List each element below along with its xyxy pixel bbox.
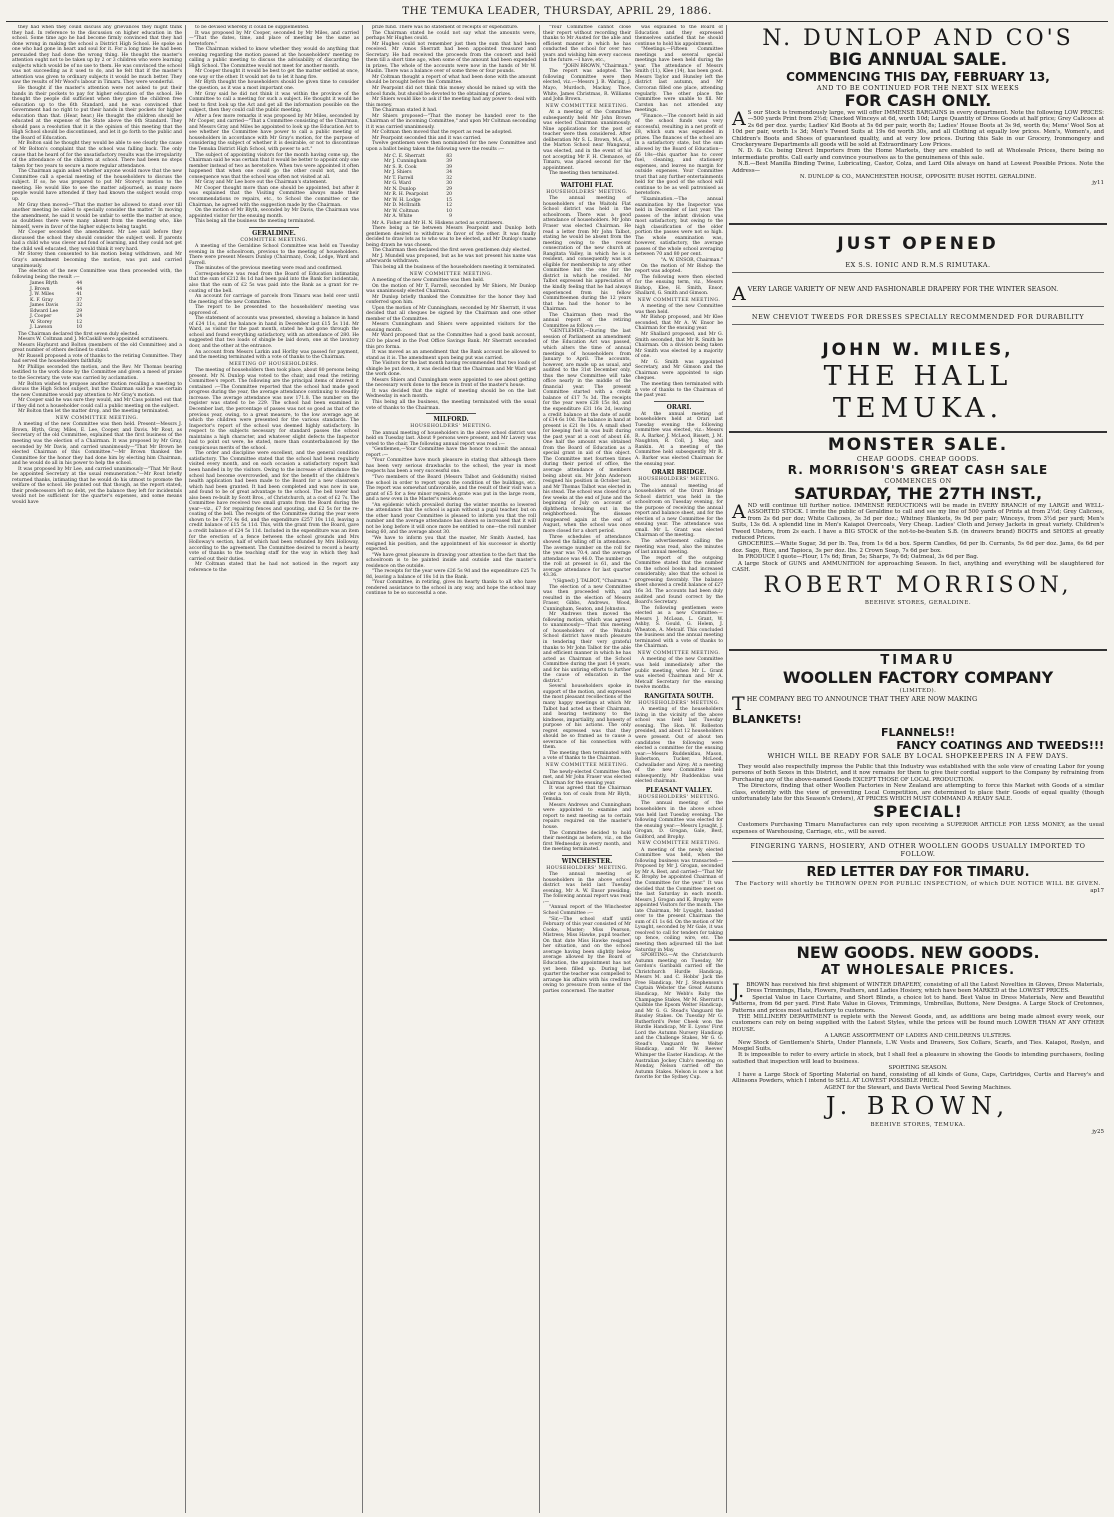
paragraph: This being all the business of the householders meeting it terminated. xyxy=(372,264,536,270)
election-results-table xyxy=(26,281,86,331)
vote-count: 30 xyxy=(446,181,453,187)
paragraph: It was decided that the night of meeting should be on the last Wednesday in each month. xyxy=(366,388,536,400)
ad-miles xyxy=(729,225,1107,433)
vote-count: 29 xyxy=(76,308,83,314)
paragraph: Mr Ward proposed that as the Committee had a good bank account, £20 be placed in the Post Office Savings Bank. Mr Sherratt seconded this pro forma. xyxy=(366,333,536,350)
vote-count: 39 xyxy=(446,159,453,165)
paragraph: The newly-elected Committee then met, and Mr John Fraser was elected Chairman for the ensuing year. xyxy=(543,769,631,786)
paragraph: Mr Gray said he did not think it was within the province of the Committee to call a meeting for such a subject. He thought it would be best to first look up the Act and get all the information possible on the subject, then they could call the public meeting. xyxy=(189,91,359,114)
ad-product: FLANNELS!! xyxy=(881,726,955,739)
ad-headline: R. MORRISON'S GREAT CASH SALE xyxy=(787,463,1049,477)
vote-count: 9 xyxy=(449,214,453,220)
ad-paragraph: Customers Purchasing Timaru Manufactures can rely upon receiving a SUPERIOR ARTICLE FOR LESS MONEY, as the usual expenses of Warehousing, Carriage, etc., will be saved. xyxy=(732,822,1104,835)
column-divider xyxy=(185,25,186,1513)
paragraph: Messrs Hayhurst and Bolton (members of the old Committee) and a great number of others declined to stand. xyxy=(12,342,182,354)
header-rule xyxy=(6,21,1108,22)
vote-count: 12 xyxy=(76,319,83,325)
paragraph: The Committee decided to hold their meetings as before, viz., on the first Wednesday in every month, and the meeting terminated. xyxy=(543,830,631,853)
ad-dunlop xyxy=(729,25,1107,225)
paragraph: Mr Bishop proposed, and Mr Klee seconded, that Mr A. W. Ensor be Chairman for the ensuing year. xyxy=(635,315,723,332)
ad-title: WOOLLEN FACTORY COMPANY xyxy=(782,668,1054,687)
ad-title: MONSTER SALE. xyxy=(827,435,1009,455)
paragraph: "Your Committee cannot close their report without recording their thanks to Mr Austed for the able and efficient manner in which he has conducted the school for over two years and wishing him every success in the future.—I have, etc., xyxy=(543,25,631,64)
divider xyxy=(654,401,704,402)
drop-cap: A xyxy=(732,108,746,130)
paragraph: There being a tie between Messrs Pearpoint and Dunlop both gentlemen desired to withdraw in favor of the other. It was finally decided to draw lots as to who was to be elected, and Mr Dunlop's name being drawn he was chosen. xyxy=(366,226,536,248)
ad-place: THE HALL TEMUKA. xyxy=(823,361,1013,424)
paragraph: The advertisement calling the meeting was read, also the minutes of last annual meeting. xyxy=(635,539,723,556)
paragraph: "Finance.—The concert held in aid of the school funds was very successful, resulting in a net profit of £8, which sum was expended in prizes. The finances of the school are in a satisfactory state, but the sum allowed by the Board of Education—£6 18s—this quarter has to cover fuel, cleaning, and stationery expenses, and leaves no margin for outside expenses. Your Committee trust that any further entertainments held for the good of the school will continue to be as well patronised as heretofore. xyxy=(635,113,723,197)
ad-subheadline: AND TO BE CONTINUED FOR THE NEXT SIX WEEKS xyxy=(816,84,1020,92)
ad-paragraph: N. D. & Co. being Direct Importers from the Home Markets, they are enabled to sell at Wholesale Prices, there being no intermediate profits. Call early and convince yourselves as to the genuineness of this sale. xyxy=(732,148,1104,161)
ad-paragraph: I have a Large Stock of Sporting Material on hand, consisting of all kinds of Guns, Caps, Cartridges, Curtis and Harvey's and Allinsons Powders, which I intend to SELL AT LOWEST POSSIBLE PRICE. xyxy=(732,1071,1104,1085)
ad-body xyxy=(732,764,1104,802)
ad-name: J. BROWN, xyxy=(825,1091,1011,1120)
table-row xyxy=(380,214,456,220)
paragraph: A meeting of the Geraldine School Committee was held on Tuesday evening in the schoolroom, previous to the meeting of householders. There were present Messrs Dunlop (Chairman), Cook, Lodge, Ward and Farrell. xyxy=(189,244,359,266)
ad-title: JUST OPENED xyxy=(837,234,999,254)
paragraph: The annual meeting of householders in the above school district was held on Tuesday last. About 9 persons were present, and Mr Lavery was voted to the chair. The following annual report was read :— xyxy=(366,430,536,447)
section-subheading: HOUSEHOLDERS' MEETING. xyxy=(410,424,492,430)
paragraph: "GENTLEMEN,—During the last session of Parliament an amendment of the Education Act was passed, which alters the time of annual meetings of householders from January to April. The accounts, however, are made up as usual, and audited to the 31st December only, thus the new Committee will take office nearly in the middle of the financial year. The present Committee started with a credit balance of £17 7s 3d. The receipts for the year were £28 15s 8d, and the expenditure £31 16s 2d, leaving a credit balance at the date of audit of £14 6s 10d. The balance in hand at present is £21 8s 10s. A small shed for keeping fuel in was built during the past year at a cost of about £6. One half the amount was obtained from the Board of Education as a special grant in aid of this object. The Committee met fourteen times during their period of office, the average attendance of members being about six. Mr John Anderson resigned his position in October last, and Mr Thomas Talbot was elected in his stead. The school was closed for a few weeks at the end of June and the beginning of July on account of diphtheria breaking out in the neighborhood. The disease reappeared again at the end of August, when the school was once more closed for a short period. xyxy=(543,329,631,535)
paragraph: Mr Hughes could not remember just then the sum that had been received. Mr Amos Sherratt had been appointed treasurer and Secretary. He had received the proceeds from the concert and held them till a short time ago, when some of the amount had been expended in prizes. The whole of the accounts were now in the hands of Mr W. Maslin. There was a balance over of some three or four pounds. xyxy=(366,41,536,75)
candidate-name: Mr N. Dunlop xyxy=(384,186,416,192)
column-4 xyxy=(543,25,723,1513)
candidate-name: Edward Lee xyxy=(30,308,59,314)
paragraph: "We have to inform you that the master, Mr Smith Austed, has resigned his position, and the appointment of his successor is shortly expected. xyxy=(366,536,536,553)
section-heading: WINCHESTER. xyxy=(561,857,613,865)
paragraph: Mr J. Mundell was proposed, but as he was not present his name was afterwards withdrawn. xyxy=(366,253,536,265)
ad-subheadline: AT WHOLESALE PRICES. xyxy=(820,963,1016,978)
paragraph: Mr A. Fisher and Mr H. N. Hiskens acted as scrutineers. xyxy=(372,220,504,226)
ad-paragraph: GROCERIES.—White Sugar, 3d per lb. Tea, from 1s 6d a box. Sperm Candles, 6d per lb. Currants, 5s 6d per doz. Jams, 6s 6d per doz. Sago, Rice, and Tapioca, 3s per doz. lbs. 2 Crown Soap, 7s 6d per box. xyxy=(732,541,1104,554)
paragraph: Mr Pearpoint seconded this and it was carried. xyxy=(372,135,482,141)
ad-product: BLANKETS! xyxy=(732,713,802,726)
ad-name: ROBERT MORRISON, xyxy=(763,573,1073,599)
ad-headline: BIG ANNUAL SALE. xyxy=(828,50,1008,70)
paragraph: The following gentlemen were elected as a new Committee:—Messrs J. McLean, L. Grant, W. Ashby, S. Gould, G. Helem, J. Wheaton, A. Metcalf. This concluded the business and the annual meeting terminated with a vote of thanks to the Chairman. xyxy=(635,605,723,650)
paragraph: Mr Blyth thought the householders should be given time to consider the question, as it was a most important one. xyxy=(189,80,359,92)
paragraph: On the motion of Mr T. Farrell, seconded by Mr Shiers, Mr Dunlop was unanimously elected Chairman. xyxy=(366,283,536,295)
paragraph: A meeting of the new Committee was then held. Present—Messrs J. Brown, Blyth, Gray, Miles, E. Lee, Cooper, and Davis. Mr Rout, as Secretary of the old Committee, explained that the first business of the meeting was the election of a Chairman. It was proposed by Mr Gray, seconded by Mr Davis, and carried unanimously—"That Mr Brown be elected Chairman of this Committee."—Mr Brown thanked the Committee for the honor they had done him by electing him Chairman, and he would do all in his power to help the school. xyxy=(12,422,182,467)
paragraph: "Your Committee have much pleasure in stating that although there has been very serious drawbacks to the school, the year in most respects has been a very successful one. xyxy=(366,458,536,475)
candidate-name: Mr W. Coltman xyxy=(384,208,419,214)
ad-subheadline: EX S.S. IONIC AND R.M.S RIMUTAKA. xyxy=(845,261,991,269)
vote-count: 32 xyxy=(76,303,83,309)
paragraph: Mr Cooper thought it would be best to get the matter settled at once, one way or the other. It would not do to let it hang fire. xyxy=(189,69,359,80)
divider xyxy=(249,227,299,228)
paragraph: The Chairman again asked whether anyone would move that the new Committee call a special meeting of the householders to discuss the subject. If so, he was prepared to put Mr Storey's motion to the meeting. He would like to see the matter adjourned, as many more people would have attended if they had known the subject would crop up. xyxy=(12,169,182,202)
ad-paragraph: Special Value in Lace Curtains, and Short Blinds, a choice lot to hand. Best Value in Dress Materials, New and Beautiful Patterns, from 6d per yard. First Rate Value in Gloves, Trimmings, Umbrellas, Buttons, New Designs. A Large Stock of Cretonnes, Patterns and prices most satisfactory to customers. xyxy=(732,994,1104,1014)
paragraph: "The receipts for the year were £26 5s 9d and the expenditure £25 7s 8d, leaving a balance of 18s 1d in the Bank. xyxy=(366,569,536,580)
ad-body xyxy=(732,503,1104,573)
ad-paragraph: N.B.—Best Manilla Binding Twine, Lubricating, Castor, Colza, and Lard Oils always on hand at Lowest Possible Prices. Note the Address— xyxy=(732,161,1104,174)
paragraph: The annual meeting of householders of the Waitohi Flat School district was held in the schoolroom. There was a good attendance of householders. Mr John Fraser was elected Chairman. He read a letter from Mr John Talbot, stating he would be absent from the meeting owing to the recent consecration of the new church at Rangitata Valley, in which he is a resident, and consequently was not eligible for membership to any other Committee but the one for the district in which he resided. Mr Talbot expressed his appreciation of the kindly feeling that he had always experienced from his fellow Committeemen during the 12 years that he had the honor to be Chairman. xyxy=(543,196,631,313)
paragraph: Mr Shiers would like to ask if the meeting had any power to deal with this money. xyxy=(366,97,536,108)
ad-brown xyxy=(729,941,1107,1509)
ad-body xyxy=(732,693,1104,715)
table-row xyxy=(26,281,86,287)
column-3 xyxy=(366,25,536,1513)
paragraph: The meeting of householders then took place, about 80 persons being present. Mr N. Dunlop was voted to the chair, and read the retiring Committee's report. The following are the principal items of interest it contained :—The Committee reported that the school had made good progress during the year, the average attendance continuing to steadily increase. The average attendance was now 171.8. The number on the register was stated to be 229. The school had been examined in December last, the percentage of passes was not so good as that of the previous year, owing, to a great measure, to the low average age at which the children were presented for the various standards. The Inspector's report of the school was deemed highly satisfactory. In respect to the subjects necessary for standard passes the school maintains a high character, and whatever slight defects the Inspector had to point out were, he stated, more than counterbalanced by the conspicuous merits of the school. xyxy=(189,368,359,451)
paragraph: Correspondence was read from the Board of Education intimating that the sum of £212 8s 1d had been paid into the Bank for incidentals, also that the sum of £2 5s was paid into the Bank as a grant for re-coating of the bell. xyxy=(189,271,359,294)
ad-paragraph: The Directors, finding that other Woollen Factories in New Zealand are attempting to force this Market with Goods of a similar class, evidently with the view of preventing Local Competition, are determined to place their Goods of equal quality (though unfortunately late for this Season's Orders), AT PRICES WHICH MUST COMMAND A READY SALE. xyxy=(732,783,1104,803)
paragraph: Upon the motion of Mr Cunningham, seconded by Mr Sherratt, it was decided that all cheques be signed by the Chairman and one other member of the Committee. xyxy=(366,305,536,322)
paragraph: It was moved as an amendment that the Bank account be allowed to stand as it is. The amendment upon being put was carried. xyxy=(366,350,536,361)
paragraph: Mr Coltman thought a report of what had been done with the amount should be brought before the Committee. xyxy=(366,74,536,86)
vote-count: 10 xyxy=(446,208,453,214)
section-subheading: NEW COMMITTEE MEETING. xyxy=(637,650,721,656)
section-subheading: HOUSEHOLDERS' MEETING. xyxy=(546,189,628,195)
table-row xyxy=(26,325,86,331)
ad-paragraph: HE COMPANY BEG TO ANNOUNCE THAT THEY ARE NOW MAKING xyxy=(746,695,978,703)
ad-subheadline: CHEAP GOODS. CHEAP GOODS. xyxy=(856,455,980,463)
section-heading: MILFORD. xyxy=(433,416,469,424)
paragraph: A meeting of the new Committee was held immediately after the public meeting, when Mr L. Grant was elected Chairman and Mr A. Metcalf Secretary for the ensuing twelve months. xyxy=(635,657,723,691)
section-subheading: NEW COMMITTEE MEETING. xyxy=(409,271,493,277)
paragraph: The Visitors for the last month having recommended that two loads of shingle be put down, it was decided that the Chairman and Mr Ward get the work done. xyxy=(366,361,536,378)
vote-count: 44 xyxy=(76,286,83,292)
drop-cap: T xyxy=(732,693,745,715)
section-subheading: MEETING OF HOUSEHOLDERS. xyxy=(229,361,319,367)
ad-paragraph: They would also respectfully impress the Public that this Industry was established with the sole view of creating Labor for young persons of both Sexes in this District, and it now remains for them to give their cordial support to the Company by refraining from Purchasing any of the above-named Goods EXCEPT THOSE OF LOCAL PRODUCTION. xyxy=(732,764,1104,783)
paragraph: Mr Coltman then moved that the report as read be adopted. xyxy=(372,130,513,136)
vote-count: 10 xyxy=(76,325,83,331)
divider xyxy=(562,179,612,180)
section-subheading: HOUSEHOLDERS' MEETING. xyxy=(638,794,720,800)
paragraph: Several householders spoke in support of the motion, and expressed the most pleasant recollections of the many happy meetings at which Mr Talbot had acted as their Chairman, and bearing testimony to the kindness, impartiality, and honesty of purpose of his actions. The only regret expressed was that they should be so framed as to cause a severance of his connection with them. xyxy=(543,684,631,751)
ad-body xyxy=(732,822,1104,835)
paragraph: The report was adopted. The following Committee were then elected, viz.:—Messrs J. B. Waring, J. Mayo, Murdoch, Mackay, Thoe, White, James Christmas, R. Williams and John Brown. xyxy=(543,69,631,103)
candidate-name: J. W. Miles xyxy=(30,292,54,298)
ad-woollen-factory xyxy=(729,651,1107,941)
section-heading: ORARI BRIDGE. xyxy=(651,469,707,477)
section-subheading: NEW COMMITTEE MEETING. xyxy=(545,763,629,768)
paragraph: Mr Shiers proposed—"That the money be handed over to the Chairman of the incoming Committee," and upon Mr Coltman seconding it it was carried unanimously. xyxy=(366,113,536,130)
ad-paragraph: WHICH WILL BE READY FOR SALE BY LOCAL SHOPKEEPERS IN A FEW DAYS. xyxy=(767,752,1069,760)
paragraph: A meeting of the new Committee was then held. xyxy=(635,304,723,315)
ad-subheading: SPORTING SEASON. xyxy=(888,1065,948,1072)
signature: "(Signed) J. TALBOT, "Chairman." xyxy=(552,578,631,584)
ad-paragraph: S our Stock is tremendously large, we will offer IMMENSE BARGAINS in every department. Note the following LOW PRICES:—500 yards Print from 2½d; Checked Winceys at 6d, worth 10d; Large Quantity of Dress Goods at half price; Grey Calicoes at 2s 6d per doz. yards; Ladies' Kid Boots at 5s 6d per pair, worth 8s; Ladies' House Boots at 3s 9d, worth 6s; Mens' Wool Sox at 10d per pair, worth 1s 3d; Men's Tweed Suits at 19s 6d worth 30s, and all Clothing at equally low prices. Men's, Women's, and Children's Boots and Shoes of guaranteed quality, and at very low prices. During this Sale in our Grocery, Ironmongery and Crockeryware Departments all goods will be sold at Extraordinary Low Prices. xyxy=(732,110,1104,149)
masthead: THE TEMUKA LEADER, THURSDAY, APRIL 29, 1886. xyxy=(402,5,712,17)
paragraph: Mr Phillips seconded the motion, and the Rev. Mr Thomas bearing testified to the work done by the Committee and given a meed of praise to the Secretary, the vote was carried by acclamation. xyxy=(12,364,182,382)
ad-paragraph: The Factory will shortly be THROWN OPEN FOR PUBLIC INSPECTION, of which DUE NOTICE WILL BE GIVEN. xyxy=(735,881,1101,888)
paragraph: Messrs Cunningham and Shiers were appointed visitors for the ensuing month. xyxy=(366,322,536,333)
candidate-name: Mr J. Cunningham xyxy=(384,159,427,165)
paragraph: A meeting of the householders living in the vicinity of the above school was held last Tuesday evening. The Hon. W. Rolleston presided, and about 12 householders were present. Out of about ten candidates the following were elected a committee for the ensuing year:—Messrs Ruddenklau, Mason, Robertson, Tucker, McLeod, Cadwallader and Airey. At a meeting of the new Committee held subsequently, Mr Ruddenklau was elected chairman. xyxy=(635,707,723,785)
vote-count: 12 xyxy=(446,203,453,209)
ad-headline: SATURDAY, THE 27TH INST., xyxy=(793,484,1043,503)
ad-subheadline: COMMENCES ON xyxy=(884,477,952,485)
ad-address: BEEHIVE STORES, TEMUKA. xyxy=(870,1121,966,1128)
section-heading: WAITOHI FLAT. xyxy=(560,181,614,189)
paragraph: The meeting then terminated with a vote of thanks to the Chairman. xyxy=(543,750,631,762)
section-heading: RANGITATA SOUTH. xyxy=(644,692,714,700)
paragraph: The report of the outgoing Committee stated that the number on the school books had increased considerably; also that the school is progressing favorably. The balance sheet showed a credit balance of £27 16s 3d. The accounts had been duly audited and found correct by the Board's Secretary. xyxy=(635,555,723,606)
ad-headline: FOR CASH ONLY. xyxy=(844,91,992,110)
paragraph: The Chairman then declared the first seven gentlemen duly elected. xyxy=(372,248,532,254)
candidate-name: Mr D. McIlraith xyxy=(384,203,421,209)
divider xyxy=(732,324,1104,325)
paragraph: The election of a new Committee was then proceeded with, and resulted in the election of Messrs Fraser, Gibbs, Andrews, Wood, Cunningham, Seaton, and Johnston. xyxy=(543,584,631,612)
section-heading: ORARI. xyxy=(666,403,692,411)
candidate-name: James Davis xyxy=(30,303,59,309)
paragraph: prize fund. There was no statement of receipts or expenditure. xyxy=(372,25,519,30)
paragraph: The annual meeting of householders in the above school district was held last Tuesday evening, Mr A. W. Ensor presiding. The following annual report was read :— xyxy=(543,872,631,905)
paragraph: Mr Bolton wished to propose another motion recalling a meeting to discuss the High School subject, but the Chairman said he was certain the new Committee would pay attention to Mr Gray's motion. xyxy=(12,381,182,398)
paragraph: The meeting then terminated. xyxy=(549,171,619,177)
paragraph: The annual meeting of householders of the Orari Bridge School district was held in the schoolroom on Tuesday evening, for the purpose of receiving the annual report and balance sheet, and for the election of a new Committee for the ensuing year. The attendance was small. Mr L. Grant was elected Chairman of the meeting. xyxy=(635,483,723,539)
divider xyxy=(732,861,1104,862)
column-divider xyxy=(539,25,540,1513)
ad-code: jy25 xyxy=(1092,1128,1104,1135)
advertisements-column xyxy=(729,25,1107,1513)
vote-count: 37 xyxy=(76,297,83,303)
candidate-name: James Blyth xyxy=(30,281,58,287)
paragraph: The election of the new Committee was then proceeded with, the following being the result :— xyxy=(12,269,182,280)
paragraph: Messrs W. Coltman and J. McCaskill were appointed scrutineers. xyxy=(18,337,169,343)
paragraph: Mr Cooper thought more than one should be appointed, but after it was explained that the Visiting Committee always made their recommendations re repairs, etc., to School the committee or the Chairman, he agreed with the suggestion made by the Chairman. xyxy=(189,185,359,208)
candidate-name: Mr C. E. Sherratt xyxy=(384,153,425,159)
ad-title: N. DUNLOP AND CO'S xyxy=(762,26,1074,51)
vote-count: 32 xyxy=(446,175,453,181)
paragraph: An account from Messrs Larkin and Horlby was passed for payment, and the meeting terminated with a vote of thanks to the Chairman. xyxy=(189,349,359,361)
ad-headline: SPECIAL! xyxy=(873,802,963,822)
section-subheading: HOUSEHOLDERS' MEETING. xyxy=(638,477,720,483)
paragraph: The order and discipline were excellent, and the general condition satisfactory. The Committee stated that the school had been regularly visited every month, and on each occasion a satisfactory report had been handed in by the visitors. Owing to the increase of attendance the school had become overcrowded, and for the benefit of the children's health application had been made to the Board for a new classroom which had been granted. It had been completed and was now in use, and found to be of great advantage to the school. The bell tower had also been re-built by Scott Bros., of Christchurch, at a cost of £2 7s. The Committee have received two small grants from the Board during the year—viz., £7 for repairing fences and spouting, and £2 5s for the re-coating of the bell. The receipts of the Committee during the year were shown to be £773 4s 6d, and the expenditure £257 10s 11d, leaving a credit balance of £15 5s 11d. This, with the grant from the Board, gave a credit balance of £24 5s 11d. Included in the expenditure was an item for the erection of a fence between the school grounds and Mrs Holloway's section, half of which had been refunded by Mrs Holloway, according to the agreement. The Committee desired to record a hearty vote of thanks to the teaching staff for the way in which they had carried out their duties. xyxy=(189,451,359,562)
paragraph: they had when they could discuss any grievances they might think they had. In reference to the discussion on higher education in the school. Some time ago he had become firmly convinced that they had done wrong in making the school a District High School. He spoke as one who had gone in heart and soul for it. For a long time he had been persuaded they had done the wrong thing. He thought the master's attention ought not to be taken up by 2 or 3 children who were learning subjects which would be of no use to them. He was convinced the school was not succeeding as it used to do, and he felt that if the master's attention was given to ordinary subjects it would be much better. They saw the results of Mr Wood's labour in Timaru. They were wonderful. xyxy=(12,25,182,86)
paragraph: On the motion of Mr Blyth, seconded by Mr Davis, the Chairman was appointed visitor for the ensuing month. xyxy=(189,208,359,219)
vote-count: 15 xyxy=(446,197,453,203)
vote-count: 39 xyxy=(446,164,453,170)
drop-cap: A xyxy=(732,501,746,523)
paragraph: "We have great pleasure in drawing your attention to the fact that the schoolroom is to be painted inside and outside and the master's residence on the outside. xyxy=(366,552,536,569)
section-heading: PLEASANT VALLEY. xyxy=(645,786,713,794)
drop-cap: J. xyxy=(732,980,745,1002)
paragraph: "Annual report of the Winchester School Committee :— xyxy=(543,905,631,917)
ad-body xyxy=(732,110,1104,187)
section-subheading: NEW COMMITTEE MEETING. xyxy=(55,415,139,421)
paragraph: The Chairman declared the first seven duly elected. xyxy=(18,331,139,337)
paragraph: On the motion of Mr Bishop the report was adopted. xyxy=(635,263,723,275)
column-divider xyxy=(726,25,727,1513)
paragraph: Mr Cooper seconded the amendment. Mr Lee said before they discussed the school they should consider the subject well. If parents had a child who was clever and fond of learning, and they could not get the child well educated, they would think it very hard. xyxy=(12,230,182,252)
vote-count: 34 xyxy=(446,170,453,176)
paragraph: "Gentlemen,—Your Committee have the honor to submit the annual report :— xyxy=(366,447,536,458)
column-4b xyxy=(635,25,723,1081)
ad-paragraph: BROWN has received his first shipment of WINTER DRAPERY, consisting of all the Latest Novelties in Gloves, Dress Materials, Dress Trimmings, Hats, Flowers, Feathers, and Ladies Hosiery, which have been MARKED at the LOWEST PRICES. xyxy=(746,982,1104,995)
paragraph: Mr Cooper said he was sure they would, and Mr Cass pointed out that if they did not a householder could call a public meeting on the subject. xyxy=(12,398,182,409)
section-subheading: NEW COMMITTEE MEETING. xyxy=(637,841,721,847)
paragraph: Mr Storey then consented to his motion being withdrawn, and Mr Gray's amendment becoming the motion, was put and carried unanimously. xyxy=(12,252,182,269)
paragraph: "Examination.—The annual examination by the Inspector was held in December of last year. The passes of the infant division was most satisfactory, but owing to the high classification of the older portion the passes were not so high. The whole examination was, however, satisfactory, the average passes of the whole school averaging between 70 and 80 per cent. xyxy=(635,196,723,258)
ad-morrison xyxy=(729,433,1107,651)
ad-subheadline: COMMENCING THIS DAY, FEBRUARY 13, xyxy=(786,70,1050,84)
signature: "A. W. ENSOR, Chairman." xyxy=(660,257,723,263)
paragraph: Mr Bolton then let the matter drop, and the meeting terminated. xyxy=(18,409,170,415)
ad-paragraph: A large Stock of GUNS and AMMUNITION for approaching Season. In fact, anything and everything will be slaughtered for CASH. xyxy=(732,560,1104,574)
ad-address: N. DUNLOP & CO., MANCHESTER HOUSE, OPPOSITE BUSH HOTEL GERALDINE. xyxy=(799,174,1037,181)
paragraph: "Two members of the Board (Messrs Talbot and Goldsmith) visited the school in order to report upon the condition of the buildings, etc. The report was somewhat unfavorable, and the result of their visit was a grant of £5 for a few minor repairs. A grate was put in the large room, and a new oven in the Master's residence. xyxy=(366,475,536,503)
paragraph: Mr Gray then moved—"That the matter be allowed to stand over till another meeting be called to specially consider the matter." In moving the amendment, he said it would be unfair to settle the matter at once, as doubtless there were many absent from the meeting who, like himself, were in favor of the higher subjects being taught. xyxy=(12,202,182,230)
paragraph: The following were then elected for the ensuing term, viz., Messrs Bishop, Klee, H. Smith, Ensor, Shallard, G. Smith and Gimson. xyxy=(635,274,723,297)
ad-name: JOHN W. MILES, xyxy=(822,340,1014,360)
paragraph: Three schedules of attendance showed the falling off in attendance. The average number on the roll for the year was 70.4, and the average attendance was 46.0. The number on the roll at present is 61, and the average attendance for last quarter 43.36. xyxy=(543,534,631,579)
candidate-name: K. F. Gray xyxy=(30,297,53,303)
paragraph: At a meeting of the Committee subsequently held Mr John Brown was elected Chairman unanimously. Nine applications for the post of teacher were then considered. After deliberation Mr S. L. Brown, M.A., of the Marton School near Wanganui, was elected, and in the event of his not accepting Mr F. H. Clemance, of Timaru, was placed second for the appointment. xyxy=(543,110,631,171)
paragraph: It was proposed by Mr Lee, and carried unanimously—"That Mr Rout be appointed Secretary at the usual remuneration."—Mr Rout briefly returned thanks, intimating that he would do his utmost to promote the welfare of the school. He pointed out that though, as the report stated, their predecessors left no debt, yet the balance they left for incidentals would not be sufficient for the quarter's expenses, and some means would have xyxy=(12,466,182,506)
paragraph: The subject of appointing visitors for the month having come up, the Chairman said he was certain that it would be better to appoint only one member instead of two as heretofore. When two were appointed it often happened that when one could go the other could not, and the consequence was that the school was often not visited at all. xyxy=(189,152,359,180)
ad-address: BEEHIVE STORES, GERALDINE. xyxy=(864,600,972,607)
paragraph: It was proposed by Mr Cooper, seconded by Mr Miles, and carried—"That the dates, time, and place of meeting be the same as heretofore." xyxy=(189,30,359,47)
section-subheading: NEW COMMITTEE MEETING. xyxy=(545,103,629,109)
paragraph: Mr G. Smith was appointed Secretary, and Mr Gimson and the Chairman were appointed to sign cheques. xyxy=(635,359,723,382)
paragraph: The Chairman stated it had. xyxy=(372,108,438,114)
paragraph: The meeting then terminated with a vote of thanks to the Chairman of the past year. xyxy=(635,381,723,399)
ad-paragraph: NEW CHEVIOT TWEEDS FOR DRESSES SPECIALLY RECOMMENDED FOR DURABILITY xyxy=(751,313,1085,321)
candidate-name: J. Brown xyxy=(30,286,50,292)
paragraph: The report to be presented to the householders' meeting was approved of. xyxy=(189,305,359,316)
table-row xyxy=(26,303,86,309)
candidate-name: Mr T. Farrell xyxy=(384,175,414,181)
column-1 xyxy=(12,25,182,1513)
paragraph: This being all the business the meeting terminated. xyxy=(195,219,316,225)
vote-count: 83 xyxy=(446,153,453,159)
candidate-name: Mr G. Ward xyxy=(384,181,411,187)
vote-count: 24 xyxy=(76,314,83,320)
candidate-name: J. Lawson xyxy=(30,325,53,331)
section-subheading: HOUSEHOLDERS' MEETING. xyxy=(638,700,720,706)
ad-paragraph: A LARGE ASSORTMENT OF LADIES AND CHILDRENS ULSTERS. xyxy=(824,1033,1012,1040)
paragraph: "Meetings.—Fifteen Committee meetings and several special meetings have been held during the year. The attendance of Messrs Smith (11), Klee (14), has been good. Messrs Taylor and Hunsley left the district last autumn, and Mr Corcoran filled one place, attending regularly. The other place the Committee were unable to fill. Mr Carston has not attended any meetings. xyxy=(635,47,723,114)
paragraph: The statement of accounts was presented, showing a balance in hand of £24 11s, and the balance in hand in December last £15 5s 11d. Mr Ward, as visitor for the past month, stated he had gone through the school and found everything satisfactory, with an attendance of 280. He suggested that two loads of shingle be laid down, one at the lavatory door, and the other at the entrance. xyxy=(189,316,359,350)
paragraph: Mr Andrews then moved the following motion, which was agreed to unanimously—"That this meeting of householders of the Waitohi School district have much pleasure in tendering their very grateful thanks to Mr John Talbot for the able and efficient manner in which he has acted as Chairman of the School Committee during the past 14 years, and for his untiring efforts to further the cause of education in the district." xyxy=(543,612,631,684)
ad-paragraph: THE MILLINERY DEPARTMENT is replete with the Newest Goods, and, as additions are being made almost every week, our customers can rely on being supplied with the Latest Styles, while the prices will be found much LOWER THAN AT ANY OTHER HOUSE. xyxy=(732,1014,1104,1033)
ad-title: TIMARU xyxy=(880,653,956,668)
paragraph: It was agreed that the Chairman order a ton of coals from Mr Blyth, Temuka. xyxy=(543,786,631,803)
ad-title: NEW GOODS. NEW GOODS. xyxy=(796,943,1040,962)
paragraph: Mr Coltman stated that he had not noticed in the report any reference to the xyxy=(189,562,359,573)
paragraph: Twelve gentlemen were then nominated for the new Committee and upon a ballot being taken the following were the results :— xyxy=(366,141,536,153)
paragraph: "Your Committee, in retiring, gives its hearty thanks to all who have rendered assistance to the school in any way, and hope the school may continue to be so successful a one. xyxy=(366,580,536,597)
ad-body xyxy=(732,283,1104,305)
paragraph: Messrs Shiers and Cunningham were appointed to see about getting the necessary work done to the fence in front of the master's house. xyxy=(366,377,536,389)
paragraph: The Chairman stated he could not say what the amounts were, perhaps Mr Hughes could. xyxy=(366,30,536,42)
paragraph: to be devised whereby it could be supplemented. xyxy=(195,25,310,30)
paragraph: A meeting of the new Committee was then held. xyxy=(372,278,485,283)
paragraph: The Chairman wished to know whether they would do anything that evening regarding the motion passed at the householders' meeting re calling a public meeting to discuss the advisability of discarding the High School. The Committee would not meet for another month. xyxy=(189,47,359,69)
vote-count: 29 xyxy=(446,186,453,192)
ad-code: jy11 xyxy=(1092,180,1104,187)
ad-body xyxy=(732,982,1104,1091)
candidate-name: Mr A. White xyxy=(384,214,413,220)
vote-count: 41 xyxy=(76,292,83,298)
section-subheading: COMMITTEE MEETING. xyxy=(240,237,308,243)
paragraph: Mr Bolton said he thought they would be able to see clearly the cause of Mr Bolton's complaint that the school was falling back. The only cause that he heard of for the unsatisfactory results was the irregularity of the attendance of the children at school. There had been no steps taken for two years to secure a more regular attendance. xyxy=(12,141,182,169)
ad-paragraph: It is impossible to refer to every article in stock, but I shall feel a pleasure in showing the Goods to intending purchasers, feeling satisfied that inspection will lead to business. xyxy=(732,1052,1104,1065)
paragraph: "Sir,—The school staff until February of this year consisted of Mr Cooke, Master; Miss Pearson, Mistress; Miss Hawke, pupil teacher. On that date Miss Hawke resigned her situation, and on the school average having been slightly below average allowed by the Board of Education, the appointment has not yet been filled up. During last quarter the teacher was compelled to arrange his affairs with his creditors owing to pressure from some of the parties concerned. The matter xyxy=(543,916,631,994)
candidate-name: Mr J. Shiers xyxy=(384,170,412,176)
paragraph: After a few more remarks it was proposed by Mr Miles, seconded by Mr Cooper, and carried—"That a Committee consisting of the Chairman, and Messrs Gray and Miles be appointed to look up the Education Act to see whether the Committee have power to call a public meeting of householders in accordance with Mr Gray's motion, for the purpose of considering the subject of whether it is desirable, or not to discontinue the Temuka District High School, with power to act." xyxy=(189,113,359,153)
divider xyxy=(426,413,476,414)
paragraph: A meeting of the newly elected Committee was held, when the following business was transacted:—Proposed by Mr J. Grogan, seconded by Mr A. Best, and carried—"That Mr K. Brophy be appointed Chairman of the Committee for the year." It was decided that the Committee meet on the last Saturday in each month. Messrs J. Grogan and K. Brophy were appointed Visitors for the month. The late Chairman, Mr Lysaght, handed over to the present Chairman the sum of £1 1s 6d. On the motion of Mr Lysaght, seconded by Mr Gale, it was resolved to call for tenders for taking up fence, coiling wire, etc. The meeting then adjourned till the last Saturday in May. xyxy=(635,847,723,953)
paragraph: Mr Russell proposed a vote of thanks to the retiring Committee. They had served the householders faithfully. xyxy=(12,353,182,365)
ad-paragraph: AGENT for the Stewart, and Davis Vertical Feed Sewing Machines. xyxy=(824,1084,1012,1091)
paragraph: An account for carriage of parcels from Timaru was held over until the meeting of the new Committee. xyxy=(189,294,359,305)
paragraph: Mr Pearpoint did not think this money should be mixed up with the school funds, but should be devoted to the obtaining of prizes. xyxy=(366,86,536,97)
candidate-name: Mr S. R. Cook xyxy=(384,164,417,170)
paragraph: SPORTING.—At the Christchurch Autumn meeting on Tuesday, Mr Gordon's Garibaldi carried off the Christchurch Hurdle Handicap, Messrs M. and C. Hobbs' Jack the Free Handicap, Mr J. Stephenson's Captain Webster the Great Autumn Handicap, Mr Webb's Ruby the Champagne Stakes, Mr M. Sherratt's Quibble the Epsom Welter Handicap, and Mr G. G. Stead's Vanguard the Russley Stakes. On Tuesday Mr G. Rutherford's Peter Cheek won the Hurdle Handicap, Mr E. Lyons' First Lord the Autumn Nursery Handicap and the Challenge Stakes, Mr G. G. Stead's Vanguard the Welter Handicap, and Mr W. Reeves' Whimper the Easter Handicap. At the Australian Jockey Club's meeting on Monday, Nelson carried off the Autumn Stakes. Nelson is now a hot favorite for the Sydney Cup. xyxy=(635,953,723,1081)
column-4a xyxy=(543,25,631,994)
column-2 xyxy=(189,25,359,1513)
ballot-results-table xyxy=(380,154,456,220)
drop-cap: A xyxy=(732,283,746,305)
candidate-name: Mr R. H. Pearpoint xyxy=(384,192,429,198)
ad-product: FANCY COATINGS AND TWEEDS!!! xyxy=(896,739,1104,752)
paragraph: He thought if the master's attention were not asked to put their hands in their pockets to pay for higher education of the school. He thought the people did sufficient when they gave the children free education up to the 6th Standard, and he was convinced that Government had no right to put their hands in their pockets for higher education than that. (Hear, hear.) He thought the children should be educated at the expense of the State above the 6th Standard. They should pass a resolution that it is the opinion of this meeting that the High School should be discontinued, and let it go forth to the public and the Board of Education. xyxy=(12,86,182,141)
signature: "JOHN BROWN, "Chairman." xyxy=(563,63,631,69)
divider xyxy=(732,272,1104,273)
paragraph: Messrs Andrews and Cunningham were appointed to examine and report to next meeting as to certain repairs required on the master's house. xyxy=(543,802,631,830)
paragraph: At the annual meeting of householders held at Orari last Tuesday evening the following committee was elected, viz.: Messrs R. A. Barker, J. McLeod, Bissett, J. M. Naughton, R. Coll, J. May, and Rankin. At a meeting of the Committee held subsequently Mr R. A. Barker was elected Chairman for the ensuing year. xyxy=(635,411,723,467)
paragraph: This being all the business, the meeting terminated with the usual vote of thanks to the Chairman. xyxy=(366,400,536,411)
ad-paragraph: FINGERING YARNS, HOSIERY, AND OTHER WOOLLEN GOODS USUALLY IMPORTED TO FOLLOW. xyxy=(750,842,1086,859)
section-subheading: NEW COMMITTEE MEETING. xyxy=(637,297,721,303)
paragraph: The minutes of the previous meeting were read and confirmed. xyxy=(195,266,343,272)
divider xyxy=(732,838,1104,839)
ad-paragraph: In PRODUCE I quote—Flour, 17s 6d; Bran, 5s; Sharps, 7s 6d; Oatmeal, 3s 6d per Bag. xyxy=(738,554,979,561)
ad-paragraph: New Stock of Gentlemen's Shirts, Under Flannels, L.W. Vests and Drawers, Sox Collars, Scarfs, and Ties. Kaiapoi, Roslyn, and Mosgiel Suits. xyxy=(732,1039,1104,1053)
section-heading: GERALDINE. xyxy=(252,229,296,237)
candidate-name: J. Cooper xyxy=(30,314,52,320)
ad-headline: RED LETTER DAY FOR TIMARU. xyxy=(806,865,1030,881)
ad-code: ap17 xyxy=(1090,887,1104,894)
paragraph: "An epidemic which prevailed during the winter months so lowered the attendance that the school is again without a pupil teacher, but on the other hand your Committee is pleased to inform you that the roll number and the average attendance has shown so increased that it will not be long before it will once more be entitled to one—the roll number being 60, and the average about 30. xyxy=(366,502,536,536)
paragraph: The Chairman then read the annual report of the retiring Committee as follows :— xyxy=(543,312,631,329)
candidate-name: Mr W. H. Lodge xyxy=(384,197,421,203)
ad-subheadline: (LIMITED). xyxy=(899,688,937,694)
paragraph: was explained to the Board of Education and they expressed themselves satisfied that he should continue to hold his appointment. xyxy=(635,25,723,47)
paragraph: Mr Dunlop briefly thanked the Committee for the honor they had conferred upon him. xyxy=(366,294,536,306)
paragraph: Mr Gray and Mr Lee bore out the Chairman's statement. xyxy=(195,180,328,186)
divider xyxy=(562,855,612,856)
vote-count: 20 xyxy=(446,192,453,198)
ad-paragraph: VERY LARGE VARIETY OF NEW AND FASHIONABLE DRAPERY FOR THE WINTER SEASON. xyxy=(747,285,1059,293)
column-divider xyxy=(362,25,363,1513)
vote-count: 44 xyxy=(76,281,83,287)
paragraph: The annual meeting of the householders in the above school was held last Tuesday evening. The following Committee was elected for the ensuing year:—Messrs Lysaght, J. Grogan, D. Grogan, Gale, Best, Guilford, and Brophy. xyxy=(635,801,723,840)
candidate-name: W. Storey xyxy=(30,319,53,325)
paragraph: Mr Shallard proposed, and Mr G. Smith seconded, that Mr R. Smith be Chairman. On a division being taken Mr Smith was elected by a majority of one. xyxy=(635,332,723,360)
ad-paragraph: ND will continue till further notice. IMMENSE REDUCTIONS will be made in EVERY BRANCH of my LARGE and WELL-ASSORTED STOCK. I invite the public of Geraldine to call and see my line of 500 yards of Prints at from 2½d; Grey Calicoes, from 2s 6d per doz; White Calicoes, 3s 3d per doz.; Whitney Blankets, 9s 9d per pair; Winceys, from 3½d per yard; Men's Suits, 13s 6d. A splendid line in Men's Kaiapoi Overcoats, Very Cheap. Ladies' Cloth and Jersey Jackets in great variety. Children's Tweed Ulsters, from 2s each. I have a BIG STOCK of the not-to-be-beaten S.B. (in drawers brand) BOOTS and SHOES at greatly reduced Prices. xyxy=(732,503,1104,542)
divider xyxy=(732,306,1104,307)
section-subheading: HOUSEHOLDERS' MEETING. xyxy=(546,865,628,871)
